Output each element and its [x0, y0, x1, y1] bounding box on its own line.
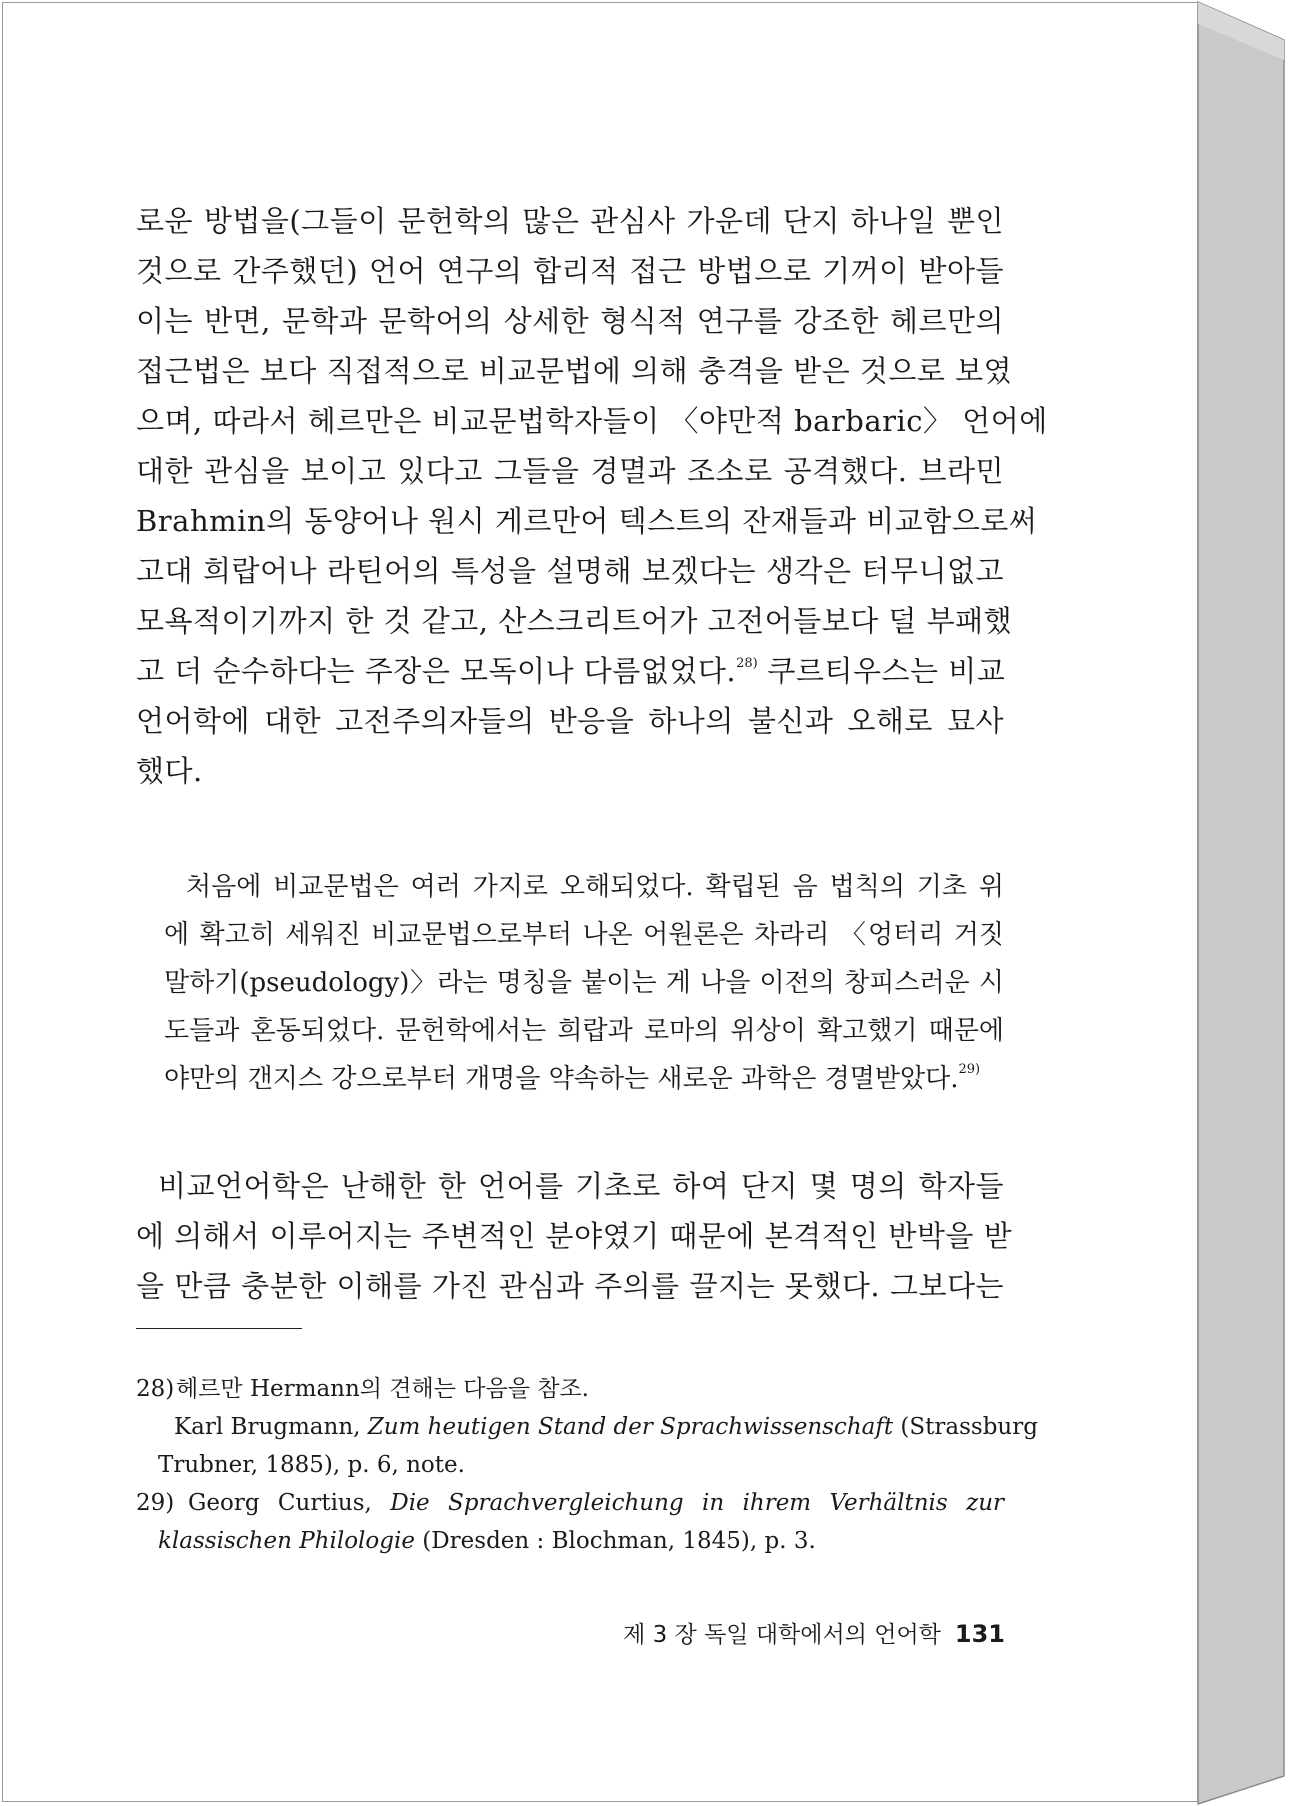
- footnote-publisher: (Dresden : Blochman, 1845), p. 3.: [422, 1528, 816, 1554]
- block-quote: [164, 863, 1004, 1103]
- quote-line: 처음에 비교문법은 여러 가지로 오해되었다. 확립된 음 법칙의 기초 위: [186, 872, 1004, 902]
- text-line: 언어학에 대한 고전주의자들의 반응을 하나의 불신과 오해로 묘사: [136, 704, 1004, 738]
- text-line: 했다.: [136, 754, 203, 788]
- quote-line: 말하기(pseudology)〉라는 명칭을 붙이는 게 나을 이전의 창피스러운 시: [164, 968, 1004, 998]
- text-line: 고대 희랍어나 라틴어의 특성을 설명해 보겠다는 생각은 터무니없고: [136, 554, 1004, 588]
- running-footer: [623, 1616, 1005, 1649]
- footnote-29-line-2: [136, 1522, 1004, 1560]
- page-number: 131: [954, 1620, 1005, 1648]
- text-line-with-footnote: [136, 646, 1004, 696]
- footnote-author: Karl Brugmann,: [174, 1414, 361, 1440]
- text-segment: 야만의 갠지스 강으로부터 개명을 약속하는 새로운 과학은 경멸받았다.: [164, 1064, 959, 1094]
- text-line: 이는 반면, 문학과 문학어의 상세한 형식적 연구를 강조한 헤르만의: [136, 304, 1004, 338]
- paragraph-2: [136, 1161, 1013, 1311]
- text-segment: 쿠르티우스는 비교: [767, 654, 1006, 688]
- footnote-text: 헤르만 Hermann의 견해는 다음을 참조.: [176, 1376, 589, 1402]
- text-line: 모욕적이기까지 한 것 같고, 산스크리트어가 고전어들보다 덜 부패했: [136, 604, 1013, 638]
- footnote-28-line-2: [136, 1408, 1038, 1446]
- text-line: 으며, 따라서 헤르만은 비교문법학자들이 〈야만적 barbaric〉 언어에: [136, 404, 1048, 438]
- quote-line: 에 확고히 세워진 비교문법으로부터 나온 어원론은 차라리 〈엉터리 거짓: [164, 920, 1004, 950]
- text-line: 을 만큼 충분한 이해를 가진 관심과 주의를 끌지는 못했다. 그보다는: [136, 1269, 1004, 1303]
- footnotes: [136, 1370, 1038, 1560]
- quote-line: 도들과 혼동되었다. 문헌학에서는 희랍과 로마의 위상이 확고했기 때문에: [164, 1016, 1004, 1046]
- footnote-title: Zum heutigen Stand der Sprachwissenschaft: [367, 1414, 894, 1440]
- footnote-title: Die Sprachvergleichung in ihrem Verhältnis zur: [390, 1490, 1004, 1516]
- footnote-ref-28[interactable]: 28): [736, 656, 758, 671]
- footnote-number: 28): [136, 1376, 175, 1402]
- text-line: Brahmin의 동양어나 원시 게르만어 텍스트의 잔재들과 비교함으로써: [136, 504, 1038, 538]
- text-line: 것으로 간주했던) 언어 연구의 합리적 접근 방법으로 기꺼이 받아들: [136, 254, 1004, 288]
- footnote-28-line-3: Trubner, 1885), p. 6, note.: [158, 1452, 465, 1478]
- footnote-divider: [136, 1328, 302, 1329]
- footnote-title: klassischen Philologie: [158, 1528, 415, 1554]
- footnote-publisher: (Strassburg: [900, 1414, 1038, 1440]
- chapter-title: 제 3 장 독일 대학에서의 언어학: [623, 1622, 941, 1648]
- footnote-ref-29[interactable]: 29): [958, 1062, 981, 1077]
- paragraph-1: [136, 196, 1048, 796]
- footnote-number: 29): [136, 1490, 175, 1516]
- text-segment: 고 더 순수하다는 주장은 모독이나 다름없었다.: [136, 654, 737, 688]
- footnote-29-line-1: [136, 1484, 1004, 1522]
- footnote-28-line-1: [136, 1370, 1004, 1408]
- text-line: 대한 관심을 보이고 있다고 그들을 경멸과 조소로 공격했다. 브라민: [136, 454, 1004, 488]
- text-line: 에 의해서 이루어지는 주변적인 분야였기 때문에 본격적인 반박을 받: [136, 1219, 1013, 1253]
- text-line: 로운 방법을(그들이 문헌학의 많은 관심사 가운데 단지 하나일 뿐인: [136, 204, 1004, 238]
- book-side-face: [1198, 2, 1284, 1804]
- text-line: 비교언어학은 난해한 한 언어를 기초로 하여 단지 몇 명의 학자들: [158, 1169, 1004, 1203]
- page-body: [136, 196, 1048, 1311]
- quote-line-with-footnote: [164, 1055, 1004, 1103]
- footnote-author: Georg Curtius,: [188, 1490, 372, 1516]
- text-line: 접근법은 보다 직접적으로 비교문법에 의해 충격을 받은 것으로 보였: [136, 354, 1013, 388]
